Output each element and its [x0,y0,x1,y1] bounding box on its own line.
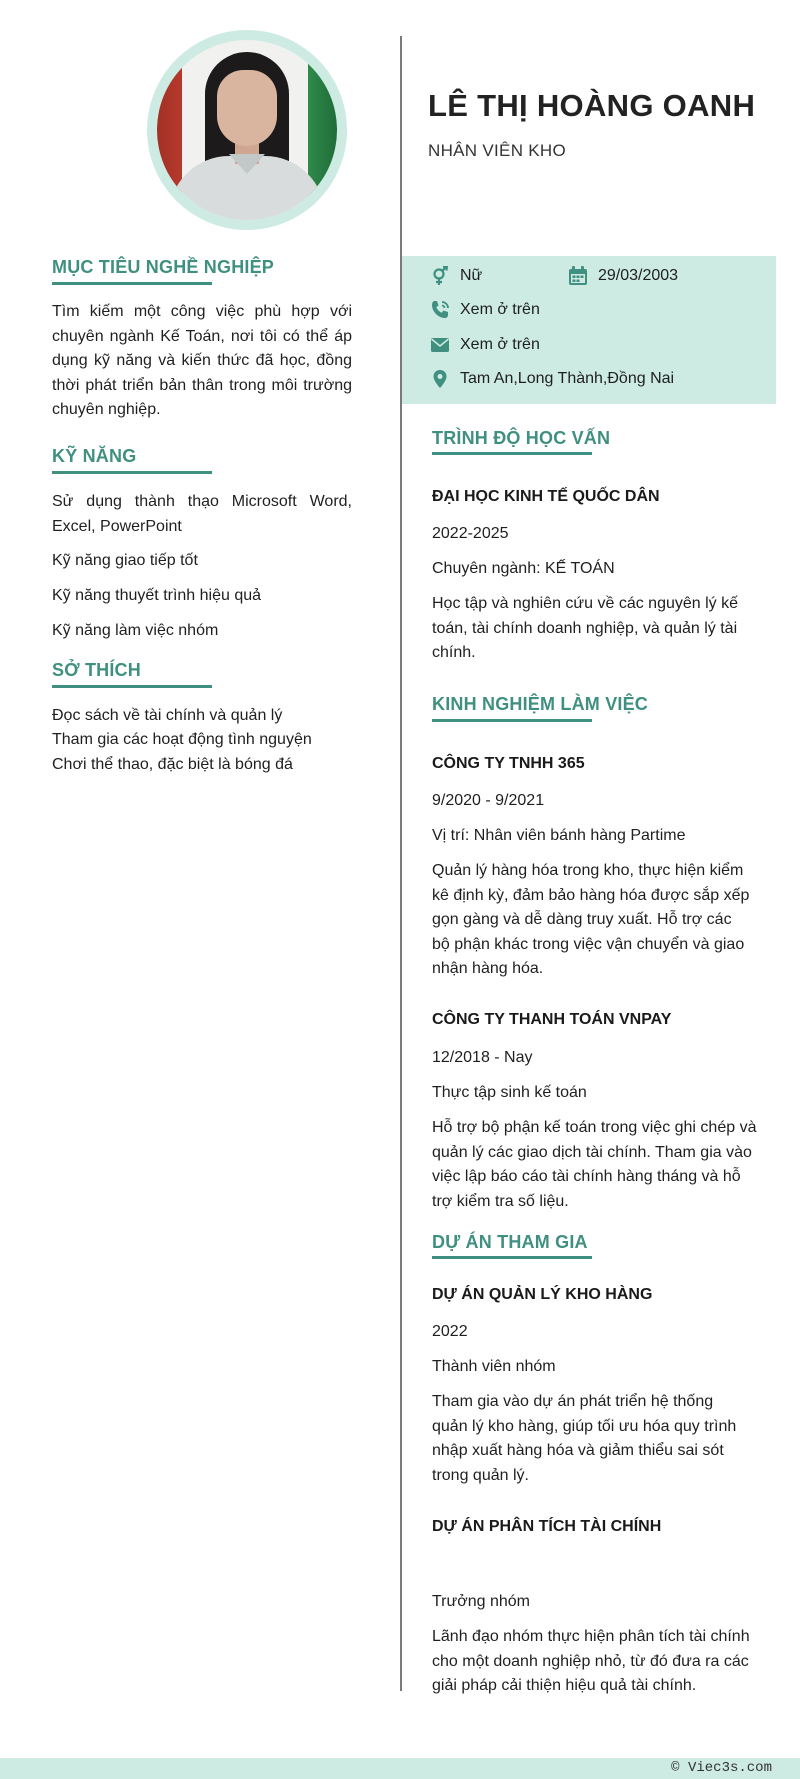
hobby-item: Tham gia các hoạt động tình nguyện [52,731,312,748]
job-period: 12/2018 - Nay [432,1049,533,1066]
job-description: Hỗ trợ bộ phận kế toán trong việc ghi chép và quản lý các giao dịch tài chính. Tham gia vào việc lập báo cáo tài chính hàng tháng và hỗ trợ kiểm tra số liệu. [432,1119,757,1210]
education-underline [432,452,592,455]
job-position: Vị trí: Nhân viên bánh hàng Partime [432,827,686,844]
skills-heading: KỸ NĂNG [52,446,137,466]
address-value: Tam An,Long Thành,Đồng Nai [460,370,675,387]
education-major: Chuyên ngành: KẾ TOÁN [432,560,615,577]
phone-icon [430,300,450,320]
hobby-item: Chơi thể thao, đặc biệt là bóng đá [52,756,293,773]
hobbies-heading: SỞ THÍCH [52,660,141,680]
objective-heading: MỤC TIÊU NGHỀ NGHIỆP [52,257,275,277]
project-role: Trưởng nhóm [432,1593,530,1610]
project-role: Thành viên nhóm [432,1358,556,1375]
address-row [430,369,674,389]
job-period: 9/2020 - 9/2021 [432,792,545,809]
skill-item: Kỹ năng thuyết trình hiệu quả [52,587,262,604]
project-description: Tham gia vào dự án phát triển hệ thống quản lý kho hàng, giúp tối ưu hóa quy trình nhập xuất hàng hóa và giảm thiểu sai sót trong quản lý. [432,1393,737,1484]
email-value: Xem ở trên [460,336,540,353]
skills-underline [52,471,212,474]
job-title: NHÂN VIÊN KHO [428,141,567,160]
project-period: 2022 [432,1323,468,1340]
contact-panel [402,256,776,404]
gender-value: Nữ [460,267,483,284]
project-description: Lãnh đạo nhóm thực hiện phân tích tài chính cho một doanh nghiệp nhỏ, từ đó đưa ra các giải pháp cải thiện hiệu quả tài chính. [432,1628,750,1694]
school-name: ĐẠI HỌC KINH TẾ QUỐC DÂN [432,488,660,505]
education-heading: TRÌNH ĐỘ HỌC VẤN [432,428,611,448]
phone-row [430,300,540,320]
email-row [430,335,540,355]
company-name: CÔNG TY TNHH 365 [432,755,585,772]
company-name: CÔNG TY THANH TOÁN VNPAY [432,1011,672,1028]
skill-item: Kỹ năng giao tiếp tốt [52,552,198,569]
location-icon [430,369,450,389]
experience-underline [432,719,592,722]
education-description: Học tập và nghiên cứu về các nguyên lý kế toán, tài chính doanh nghiệp, và quản lý tài chính. [432,595,738,661]
objective-underline [52,282,212,285]
project-name: DỰ ÁN PHÂN TÍCH TÀI CHÍNH [432,1518,662,1535]
education-period: 2022-2025 [432,525,509,542]
calendar-icon [568,266,588,286]
job-description: Quản lý hàng hóa trong kho, thực hiện kiểm kê định kỳ, đảm bảo hàng hóa được sắp xếp gọn gàng và dễ dàng truy xuất. Hỗ trợ các bộ phận khác trong việc vận chuyển và giao nhận hàng hóa. [432,862,750,977]
skill-item: Kỹ năng làm việc nhóm [52,622,219,639]
birthdate-row [568,266,678,286]
profile-photo [157,40,337,220]
birthdate-value: 29/03/2003 [598,267,679,284]
avatar [147,30,347,230]
candidate-name: LÊ THỊ HOÀNG OANH [428,88,756,123]
email-icon [430,335,450,355]
footer-bar [0,1758,800,1779]
skill-item: Sử dụng thành thạo Microsoft Word, Excel, PowerPoint [52,493,352,535]
phone-value: Xem ở trên [460,301,540,318]
footer-credit[interactable]: © Viec3s.com [671,1760,772,1776]
experience-heading: KINH NGHIỆM LÀM VIỆC [432,694,649,714]
gender-icon [430,266,450,286]
project-name: DỰ ÁN QUẢN LÝ KHO HÀNG [432,1286,653,1303]
projects-heading: DỰ ÁN THAM GIA [432,1232,588,1252]
hobby-item: Đọc sách về tài chính và quản lý [52,707,283,724]
job-position: Thực tập sinh kế toán [432,1084,587,1101]
gender-row [430,266,482,286]
objective-text: Tìm kiếm một công việc phù hợp với chuyên ngành Kế Toán, nơi tôi có thể áp dụng kỹ năng và kiến thức đã học, đồng thời phát triển bản thân trong môi trường chuyên nghiệp. [52,303,352,418]
hobbies-underline [52,685,212,688]
projects-underline [432,1256,592,1259]
